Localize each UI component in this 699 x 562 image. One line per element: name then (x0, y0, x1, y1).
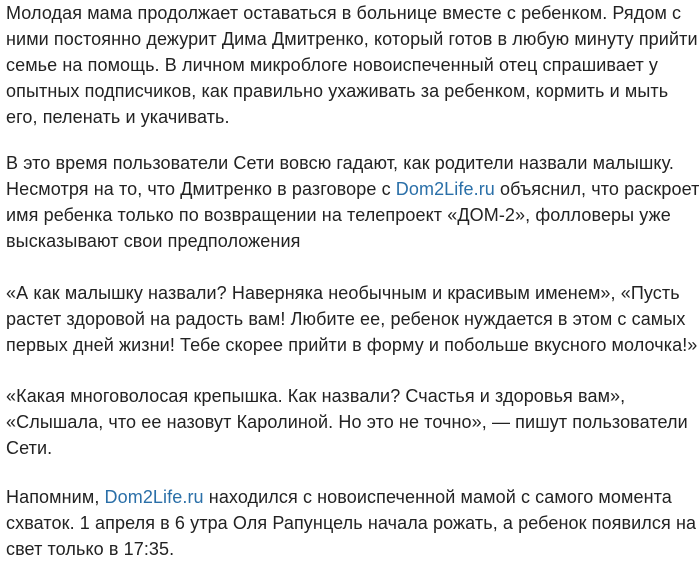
text-line: свет только в 17:35. (6, 539, 175, 559)
paragraph-5 (6, 484, 696, 562)
paragraph-1 (6, 0, 698, 130)
text-fragment: находился с новоиспеченной мамой с самого момента (203, 487, 672, 507)
text-line: растет здоровой на радость вам! Любите ее, ребенок нуждается в этом с самых (6, 309, 686, 329)
text-line: «А как малышку назвали? Наверняка необычным и красивым именем», «Пусть (6, 283, 680, 303)
text-line: имя ребенка только по возвращении на телепроект «ДОМ-2», фолловеры уже (6, 205, 671, 225)
text-line: В это время пользователи Сети вовсю гадают, как родители назвали малышку. (6, 153, 674, 173)
text-line: схваток. 1 апреля в 6 утра Оля Рапунцель начала рожать, а ребенок появился на (6, 513, 697, 533)
text-line: ними постоянно дежурит Дима Дмитренко, который готов в любую минуту прийти (6, 29, 698, 49)
text-line: первых дней жизни! Тебе скорее прийти в форму и побольше вкусного молочка!» (6, 335, 698, 355)
text-line: высказывают свои предположения (6, 231, 301, 251)
text-line: Молодая мама продолжает оставаться в больнице вместе с ребенком. Рядом с (6, 3, 682, 23)
text-line (6, 484, 696, 510)
text-line (6, 176, 699, 202)
paragraph-3-quote (6, 280, 697, 358)
text-line: Сети. (6, 438, 53, 458)
text-line: семье на помощь. В личном микроблоге новоиспеченный отец спрашивает у (6, 55, 659, 75)
paragraph-4-quote (6, 383, 688, 461)
dom2life-link[interactable]: Dom2Life.ru (104, 487, 204, 507)
dom2life-link[interactable]: Dom2Life.ru (395, 179, 495, 199)
text-line: «Какая многоволосая крепышка. Как назвали? Счастья и здоровья вам», (6, 386, 626, 406)
text-line: его, пеленать и укачивать. (6, 107, 230, 127)
text-fragment: Несмотря на то, что Дмитренко в разговоре с (6, 179, 396, 199)
text-line: «Слышала, что ее назовут Каролиной. Но это не точно», — пишут пользователи (6, 412, 688, 432)
text-fragment: Напомним, (6, 487, 105, 507)
text-fragment: объяснил, что раскроет (494, 179, 699, 199)
paragraph-2 (6, 150, 699, 254)
text-line: опытных подписчиков, как правильно ухаживать за ребенком, кормить и мыть (6, 81, 669, 101)
